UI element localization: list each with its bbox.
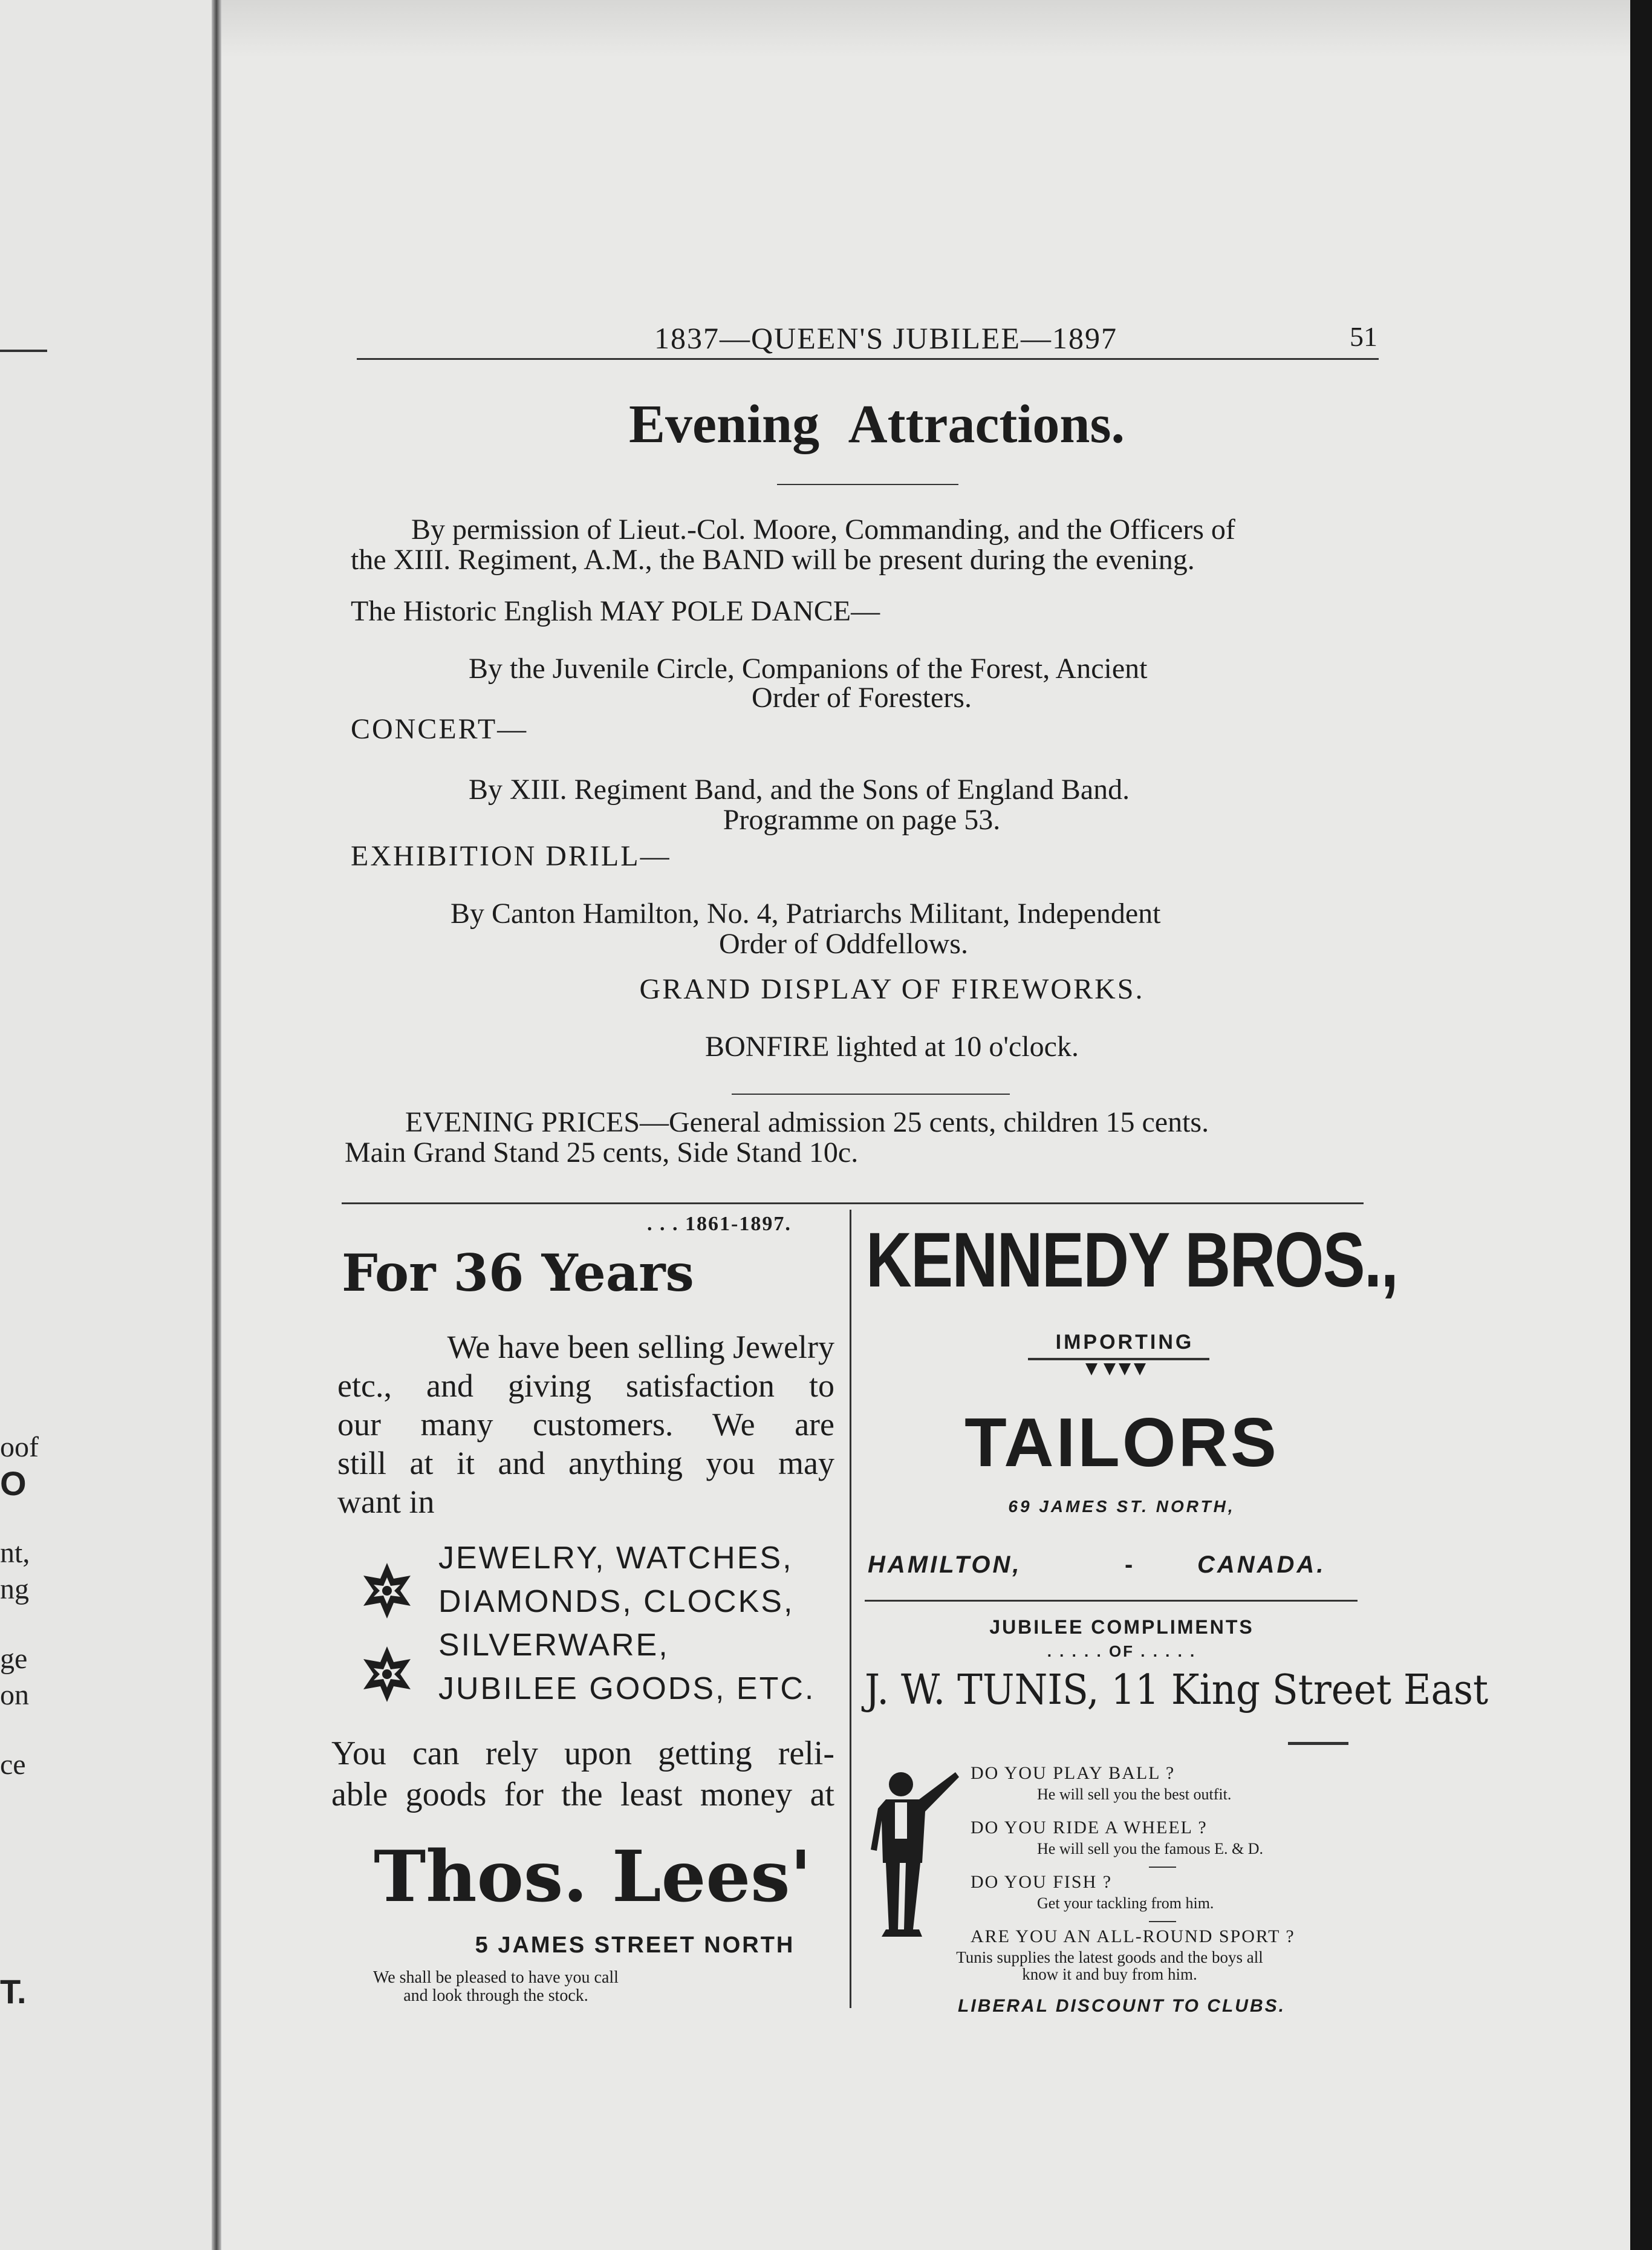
tunis-answer bbox=[859, 1949, 1361, 1983]
tunis-answer-line: know it and buy from him. bbox=[1022, 1965, 1197, 1983]
lees-body-line: still at it and anything you may bbox=[337, 1445, 834, 1481]
sportsman-figure-icon bbox=[865, 1766, 961, 1942]
drill-line: Order of Oddfellows. bbox=[719, 928, 968, 960]
concert-line: By XIII. Regiment Band, and the Sons of England Band. bbox=[469, 774, 1130, 806]
tunis-answer: Get your tackling from him. bbox=[1037, 1894, 1214, 1912]
running-title: 1837—QUEEN'S JUBILEE—1897 bbox=[654, 321, 1117, 355]
tunis-name: J. W. TUNIS, 11 King Street East bbox=[865, 1666, 1489, 1714]
tunis-answer-line: Tunis supplies the latest goods and the boys all bbox=[956, 1948, 1263, 1966]
tunis-question: DO YOU PLAY BALL ? bbox=[971, 1763, 1176, 1783]
kennedy-city: HAMILTON, bbox=[868, 1551, 1022, 1578]
jewel-star-icon bbox=[357, 1644, 417, 1704]
prices-rule bbox=[732, 1094, 1010, 1095]
title-rule bbox=[777, 484, 958, 485]
lees-goods-list bbox=[438, 1536, 815, 1710]
lees-note bbox=[314, 1969, 677, 2005]
article-title: Evening Attractions. bbox=[628, 394, 1125, 454]
left-page-edge bbox=[0, 0, 225, 2250]
concert-heading: CONCERT— bbox=[351, 713, 528, 745]
tunis-answer: He will sell you the famous E. & D. bbox=[1037, 1840, 1264, 1857]
lees-body-line: our many customers. We are bbox=[337, 1406, 834, 1443]
left-page-fragment: ng bbox=[0, 1573, 29, 1605]
page-edge-shadow bbox=[1630, 0, 1652, 2250]
fireworks-line: GRAND DISPLAY OF FIREWORKS. bbox=[639, 973, 1145, 1005]
tunis-question: ARE YOU AN ALL-ROUND SPORT ? bbox=[971, 1926, 1295, 1946]
lees-body-line: want in bbox=[337, 1484, 435, 1520]
tunis-question: DO YOU FISH ? bbox=[971, 1872, 1113, 1892]
maypole-line: Order of Foresters. bbox=[752, 682, 972, 714]
lees-address: 5 JAMES STREET NORTH bbox=[475, 1932, 795, 1958]
lees-rely-line: able goods for the least money at bbox=[331, 1776, 834, 1813]
header-rule bbox=[357, 358, 1379, 360]
lees-note-line: We shall be pleased to have you call bbox=[373, 1968, 619, 1987]
lees-headline: For 36 Years bbox=[342, 1243, 694, 1303]
page-top-shade bbox=[221, 0, 1630, 57]
tunis-separator bbox=[1149, 1867, 1176, 1868]
maypole-heading: The Historic English MAY POLE DANCE— bbox=[351, 595, 880, 627]
bonfire-line: BONFIRE lighted at 10 o'clock. bbox=[705, 1031, 1079, 1063]
kennedy-country: CANADA. bbox=[1197, 1551, 1326, 1578]
ornament-icon bbox=[1082, 1362, 1149, 1378]
left-page-fragment: on bbox=[0, 1679, 29, 1711]
kennedy-importing: IMPORTING bbox=[1055, 1331, 1194, 1354]
kennedy-tailors: TAILORS bbox=[964, 1404, 1279, 1481]
ads-top-rule bbox=[342, 1202, 1364, 1204]
kennedy-name: KENNEDY BROS., bbox=[866, 1217, 1398, 1303]
prices-line: Main Grand Stand 25 cents, Side Stand 10c. bbox=[345, 1136, 859, 1169]
tunis-separator bbox=[1149, 1921, 1176, 1922]
lees-body-line: etc., and giving satisfaction to bbox=[337, 1368, 834, 1404]
intro-line: By permission of Lieut.-Col. Moore, Commanding, and the Officers of bbox=[411, 514, 1235, 546]
lees-dates: . . . 1861-1897. bbox=[647, 1213, 792, 1235]
left-page-fragment: ce bbox=[0, 1749, 26, 1781]
lees-goods-item: JEWELRY, WATCHES, bbox=[438, 1541, 793, 1576]
lees-goods-item: DIAMONDS, CLOCKS, bbox=[438, 1584, 795, 1619]
lees-body bbox=[337, 1328, 834, 1521]
tunis-compliments: JUBILEE COMPLIMENTS bbox=[989, 1616, 1254, 1638]
lees-goods-item: SILVERWARE, bbox=[438, 1628, 669, 1663]
maypole-line: By the Juvenile Circle, Companions of the Forest, Ancient bbox=[469, 653, 1148, 685]
lees-store-name: Thos. Lees' bbox=[373, 1836, 812, 1918]
drill-line: By Canton Hamilton, No. 4, Patriarchs Militant, Independent bbox=[450, 898, 1161, 930]
left-page-fragment: T. bbox=[0, 1972, 27, 2010]
lees-note-line: and look through the stock. bbox=[403, 1986, 588, 2005]
tunis-discount: LIBERAL DISCOUNT TO CLUBS. bbox=[958, 1996, 1286, 2016]
tunis-answer: He will sell you the best outfit. bbox=[1037, 1785, 1232, 1803]
lees-body-line: We have been selling Jewelry bbox=[447, 1329, 834, 1365]
left-page-fragment: nt, bbox=[0, 1537, 30, 1569]
book-gutter bbox=[212, 0, 221, 2250]
left-page-fragment: O bbox=[0, 1464, 27, 1502]
lees-rely bbox=[331, 1733, 834, 1815]
ads-divider bbox=[850, 1210, 851, 2008]
lees-rely-line: You can rely upon getting reli- bbox=[331, 1735, 834, 1772]
prices-line: EVENING PRICES—General admission 25 cents, children 15 cents. bbox=[405, 1106, 1209, 1138]
intro-line: the XIII. Regiment, A.M., the BAND will be present during the evening. bbox=[351, 544, 1195, 576]
left-page-fragment: ge bbox=[0, 1643, 28, 1675]
kennedy-address: 69 JAMES ST. NORTH, bbox=[1008, 1497, 1235, 1516]
tunis-of: . . . . . OF . . . . . bbox=[1047, 1642, 1197, 1660]
page-number: 51 bbox=[1350, 321, 1377, 352]
tunis-question: DO YOU RIDE A WHEEL ? bbox=[971, 1818, 1208, 1838]
drill-heading: EXHIBITION DRILL— bbox=[351, 840, 671, 872]
jewel-star-icon bbox=[357, 1560, 417, 1621]
kennedy-dash: - bbox=[1125, 1551, 1133, 1578]
kennedy-rule bbox=[865, 1600, 1358, 1602]
left-page-rule bbox=[0, 350, 47, 352]
lees-goods-item: JUBILEE GOODS, ETC. bbox=[438, 1671, 816, 1706]
tunis-flourish bbox=[1288, 1742, 1348, 1745]
importing-rule bbox=[1028, 1358, 1209, 1360]
left-page-fragment: oof bbox=[0, 1431, 39, 1463]
concert-line: Programme on page 53. bbox=[723, 804, 1001, 836]
